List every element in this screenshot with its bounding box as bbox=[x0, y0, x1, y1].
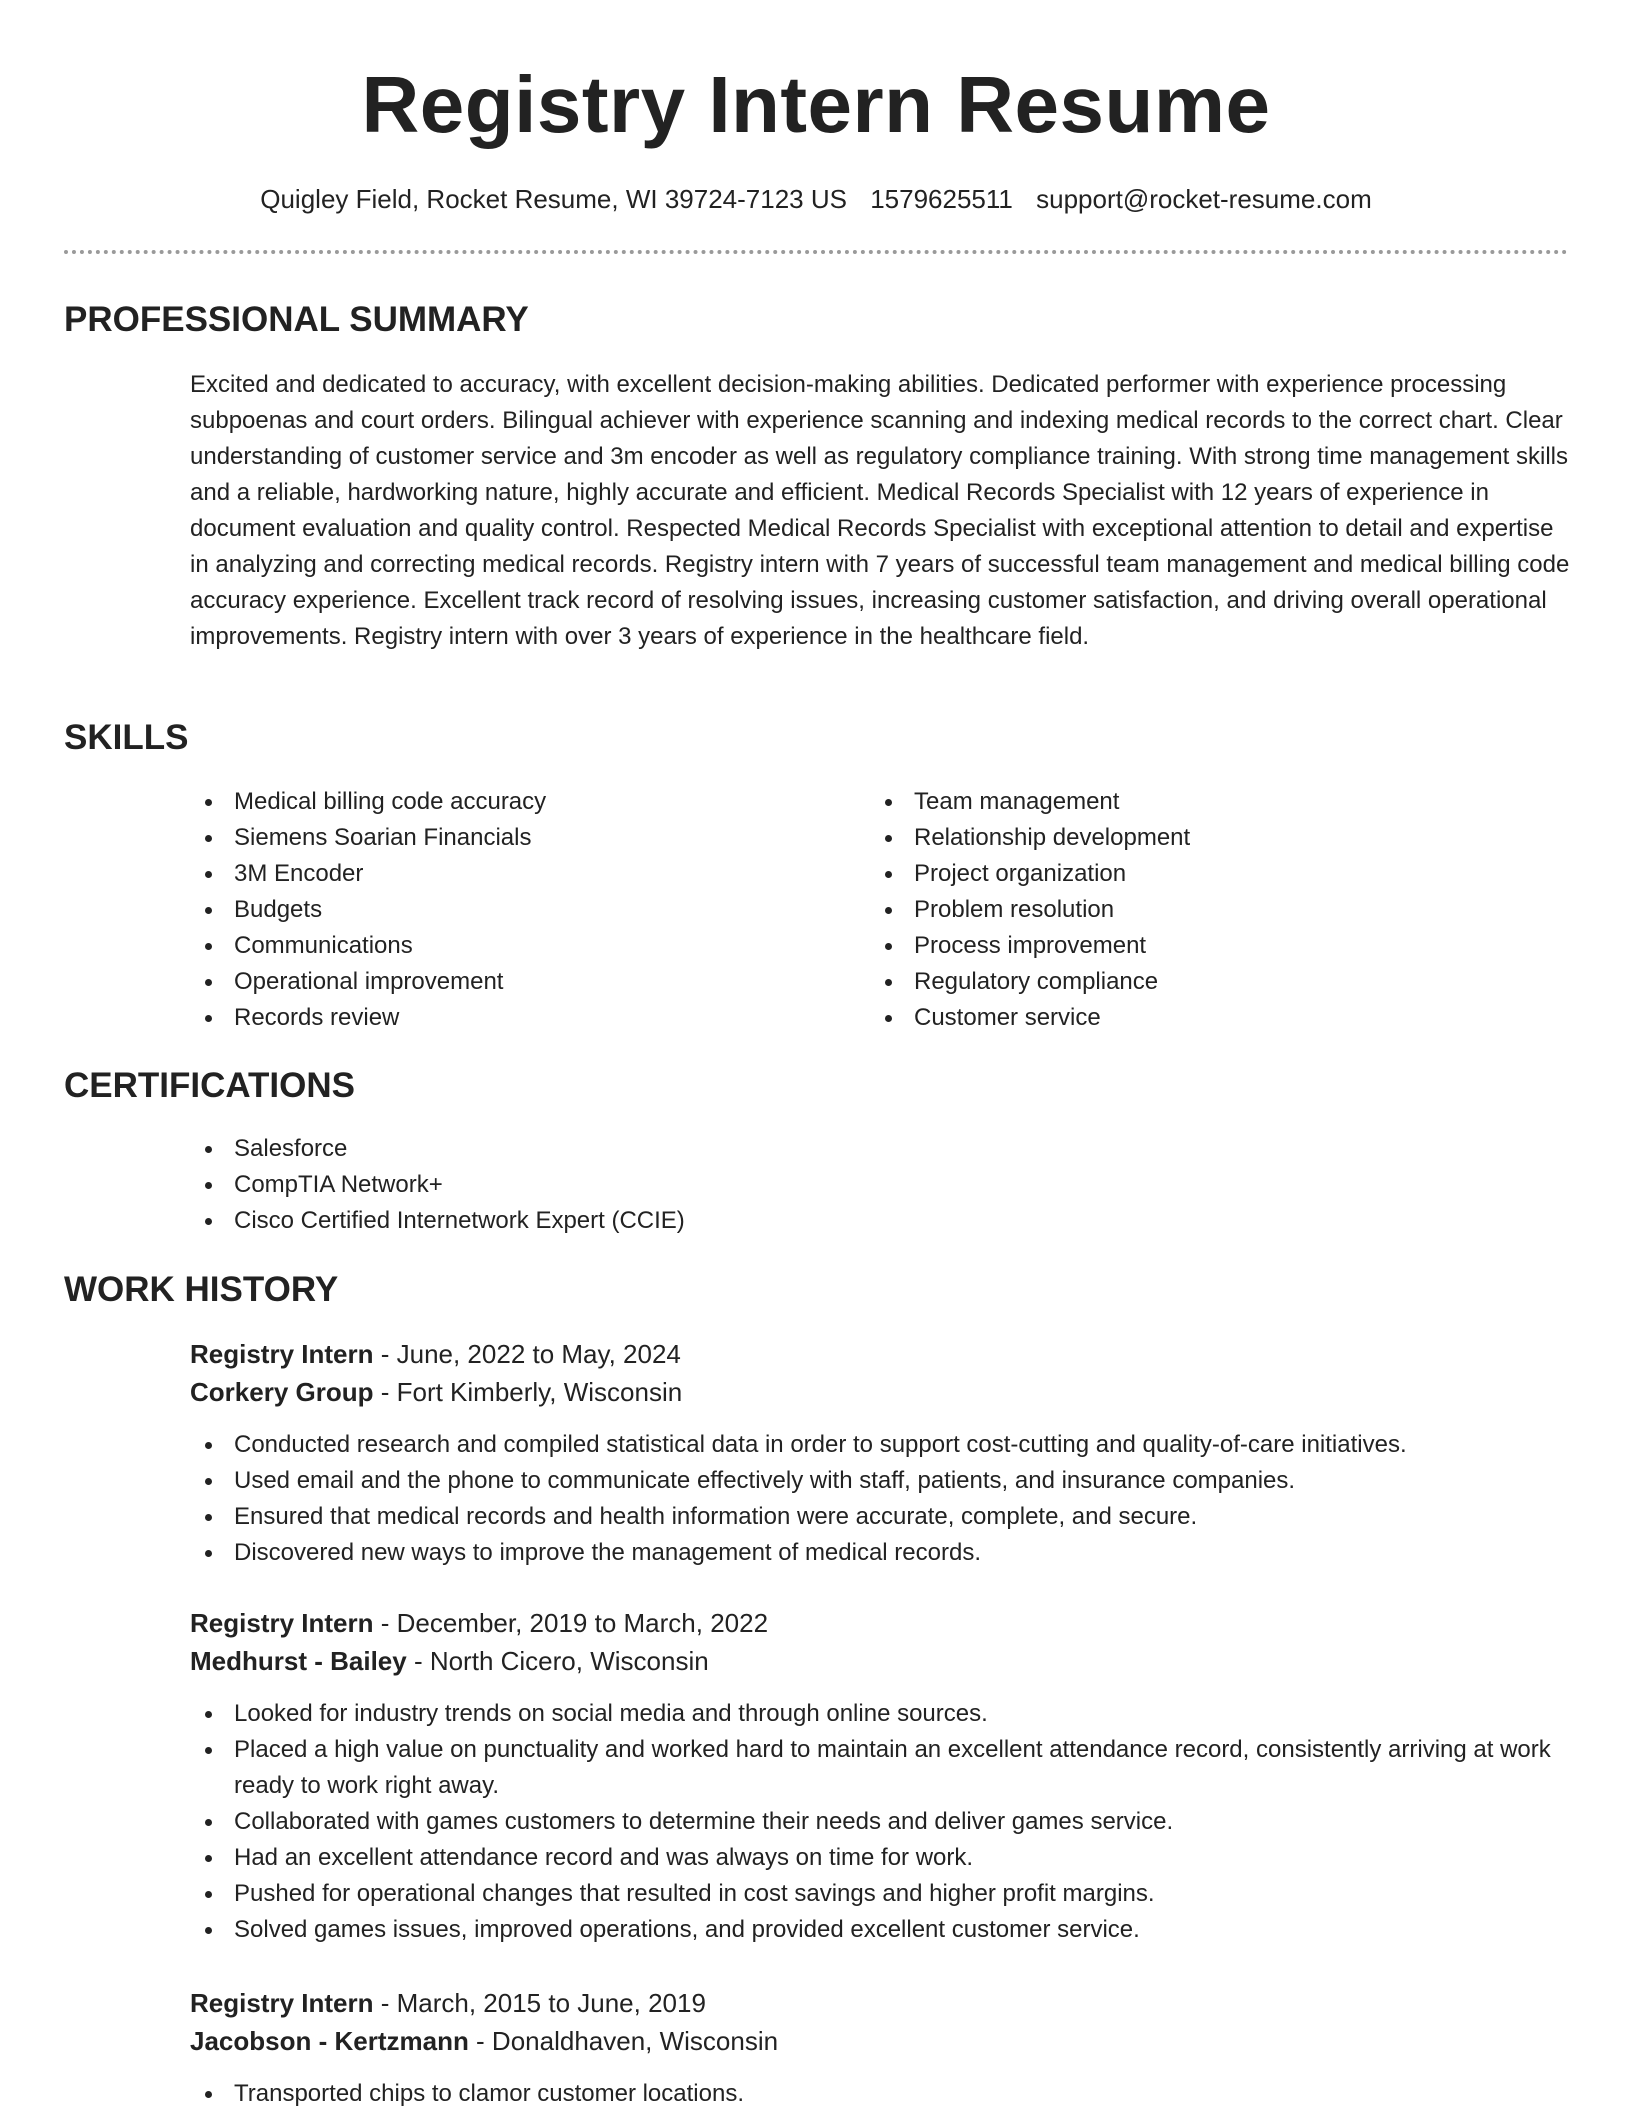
certification-item: Cisco Certified Internetwork Expert (CCIE) bbox=[190, 1203, 1190, 1239]
skills-list-right bbox=[870, 784, 1510, 1036]
job-bullet: Conducted research and compiled statistical data in order to support cost-cutting and quality-of-care initiatives. bbox=[190, 1427, 1570, 1463]
job-bullets bbox=[190, 1427, 1570, 1571]
job-bullet: Solved games issues, improved operations, and provided excellent customer service. bbox=[190, 1912, 1570, 1948]
job-title-line bbox=[190, 1984, 1570, 2022]
certifications-heading: CERTIFICATIONS bbox=[64, 1066, 356, 1105]
summary-heading: PROFESSIONAL SUMMARY bbox=[64, 300, 529, 339]
skill-item: Regulatory compliance bbox=[870, 964, 1510, 1000]
job-title-line bbox=[190, 1335, 1570, 1373]
job-bullet: Collaborated with games customers to determine their needs and deliver games service. bbox=[190, 1804, 1570, 1840]
work-history-heading: WORK HISTORY bbox=[64, 1270, 339, 1309]
skill-item: Problem resolution bbox=[870, 892, 1510, 928]
summary-text: Excited and dedicated to accuracy, with excellent decision-making abilities. Dedicated performer with experience processing subpoenas and court orders. Bilingual achiever with experience scanning and indexing medical records to the correct chart. Clear understanding of customer service and 3m encoder as well as regulatory compliance training. With strong time management skills and a reliable, hardworking nature, highly accurate and efficient. Medical Records Specialist with 12 years of experience in document evaluation and quality control. Respected Medical Records Specialist with exceptional attention to detail and expertise in analyzing and correcting medical records. Registry intern with 7 years of successful team management and medical billing code accuracy experience. Excellent track record of resolving issues, increasing customer satisfaction, and driving overall operational improvements. Registry intern with over 3 years of experience in the healthcare field. bbox=[190, 371, 1570, 650]
job-company: Medhurst - Bailey bbox=[190, 1646, 407, 1676]
skill-item: Medical billing code accuracy bbox=[190, 784, 830, 820]
job-dates: - June, 2022 to May, 2024 bbox=[373, 1339, 681, 1369]
job-bullets bbox=[190, 2076, 1570, 2112]
job-location: - North Cicero, Wisconsin bbox=[406, 1646, 709, 1676]
job-bullet: Ensured that medical records and health information were accurate, complete, and secure. bbox=[190, 1499, 1570, 1535]
job-bullet: Pushed for operational changes that resulted in cost savings and higher profit margins. bbox=[190, 1876, 1570, 1912]
skills-list-left bbox=[190, 784, 830, 1036]
job-location: - Donaldhaven, Wisconsin bbox=[468, 2026, 779, 2056]
job-bullet: Had an excellent attendance record and was always on time for work. bbox=[190, 1840, 1570, 1876]
job-company-line bbox=[190, 1642, 1570, 1680]
certification-item: CompTIA Network+ bbox=[190, 1167, 1190, 1203]
job-bullets bbox=[190, 1696, 1570, 1948]
job-dates: - December, 2019 to March, 2022 bbox=[373, 1608, 769, 1638]
job-company-line bbox=[190, 2022, 1570, 2060]
contact-line bbox=[0, 183, 1632, 215]
job-title: Registry Intern bbox=[190, 1608, 374, 1638]
skill-item: Process improvement bbox=[870, 928, 1510, 964]
job-bullet: Transported chips to clamor customer locations. bbox=[190, 2076, 1570, 2112]
certification-item: Salesforce bbox=[190, 1131, 1190, 1167]
job-company: Corkery Group bbox=[190, 1377, 374, 1407]
header-divider bbox=[64, 250, 1568, 254]
job-entry bbox=[190, 1335, 1570, 1571]
skill-item: 3M Encoder bbox=[190, 856, 830, 892]
skill-item: Team management bbox=[870, 784, 1510, 820]
skill-item: Customer service bbox=[870, 1000, 1510, 1036]
job-bullet: Looked for industry trends on social media and through online sources. bbox=[190, 1696, 1570, 1732]
job-title: Registry Intern bbox=[190, 1988, 374, 2018]
job-bullet: Placed a high value on punctuality and worked hard to maintain an excellent attendance record, consistently arriving at work ready to work right away. bbox=[190, 1732, 1570, 1804]
certifications-list bbox=[190, 1131, 1190, 1239]
skill-item: Siemens Soarian Financials bbox=[190, 820, 830, 856]
job-dates: - March, 2015 to June, 2019 bbox=[373, 1988, 706, 2018]
email-text: support@rocket-resume.com bbox=[1036, 184, 1372, 214]
skill-item: Operational improvement bbox=[190, 964, 830, 1000]
phone-text: 1579625511 bbox=[870, 184, 1013, 214]
job-company-line bbox=[190, 1373, 1570, 1411]
skill-item: Budgets bbox=[190, 892, 830, 928]
skill-item: Project organization bbox=[870, 856, 1510, 892]
job-company: Jacobson - Kertzmann bbox=[190, 2026, 469, 2056]
job-bullet: Used email and the phone to communicate effectively with staff, patients, and insurance companies. bbox=[190, 1463, 1570, 1499]
job-location: - Fort Kimberly, Wisconsin bbox=[373, 1377, 683, 1407]
job-title-line bbox=[190, 1604, 1570, 1642]
job-bullet: Discovered new ways to improve the management of medical records. bbox=[190, 1535, 1570, 1571]
job-entry bbox=[190, 1604, 1570, 1948]
job-entry bbox=[190, 1984, 1570, 2112]
resume-title: Registry Intern Resume bbox=[361, 60, 1271, 149]
job-title: Registry Intern bbox=[190, 1339, 374, 1369]
address-text: Quigley Field, Rocket Resume, WI 39724-7123 US bbox=[260, 184, 847, 214]
skill-item: Communications bbox=[190, 928, 830, 964]
skill-item: Records review bbox=[190, 1000, 830, 1036]
skill-item: Relationship development bbox=[870, 820, 1510, 856]
skills-heading: SKILLS bbox=[64, 718, 189, 757]
